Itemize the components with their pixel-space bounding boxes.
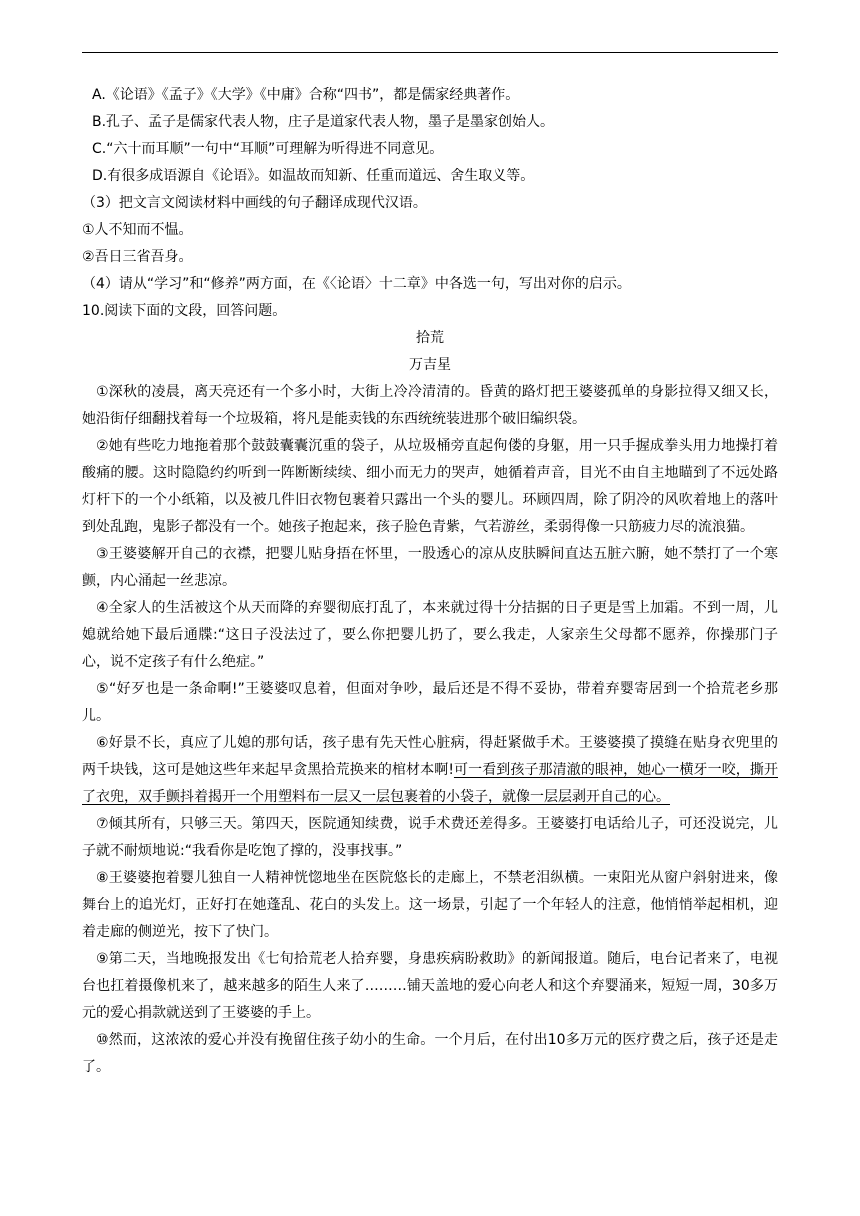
paragraph-6-plain: ⑥好景不长，真应了儿媳的那句话，孩子患有先天性心脏病，得赶紧做手术。王婆婆摸了摸缝在贴身衣兜里的两千块钱，这可是她这些年来起早贪黑拾荒换来的棺材本啊!: [82, 735, 778, 778]
option-d: D.有很多成语源自《论语》。如温故而知新、任重而道远、舍生取义等。: [92, 168, 535, 184]
option-c: C.“六十而耳顺”一句中“耳顺”可理解为听得进不同意见。: [92, 141, 444, 157]
paragraph-7: ⑦倾其所有，只够三天。第四天，医院通知续费，说手术费还差得多。王婆婆打电话给儿子，可还没说完，儿子就不耐烦地说:“我看你是吃饱了撑的，没事找事。”: [82, 816, 778, 859]
article-author: 万吉星: [409, 357, 451, 373]
paragraph-10: ⑩然而，这浓浓的爱心并没有挽留住孩子幼小的生命。一个月后，在付出10多万元的医疗费之后，孩子还是走了。: [82, 1032, 778, 1075]
paragraph-4: ④全家人的生活被这个从天而降的弃婴彻底打乱了，本来就过得十分拮据的日子更是雪上加霜。不到一周，儿媳就给她下最后通牒:“这日子没法过了，要么你把婴儿扔了，要么我走，人家亲生父母都不愿养，你操那门子心，说不定孩子有什么绝症。”: [82, 600, 778, 670]
paragraph-6-underlined: 可一看到孩子那清澈的眼神，她心一横牙一咬，撕开了衣兜，双手颤抖着揭开一个用塑料布一层又一层包裹着的小袋子，就像一层层剥开自己的心。: [82, 762, 778, 805]
paragraph-3: ③王婆婆解开自己的衣襟，把婴儿贴身捂在怀里，一股透心的凉从皮肤瞬间直达五脏六腑，她不禁打了一个寒颤，内心涌起一丝悲凉。: [82, 546, 778, 589]
question-3-item-2: ②吾日三省吾身。: [82, 249, 193, 265]
question-3-prompt: （3）把文言文阅读材料中画线的句子翻译成现代汉语。: [82, 195, 427, 211]
paragraph-5: ⑤“好歹也是一条命啊!”王婆婆叹息着，但面对争吵，最后还是不得不妥协，带着弃婴寄居到一个拾荒老乡那儿。: [82, 681, 778, 724]
question-3-item-1: ①人不知而不愠。: [82, 222, 193, 238]
article-title: 拾荒: [416, 330, 444, 346]
paragraph-2: ②她有些吃力地拖着那个鼓鼓囊囊沉重的袋子，从垃圾桶旁直起佝偻的身躯，用一只手握成拳头用力地操打着酸痛的腰。这时隐隐约约听到一阵断断续续、细小而无力的哭声，她循着声音，目光不由自主地瞄到了不远处路灯杆下的一个小纸箱，以及被几件旧衣物包裹着只露出一个头的婴儿。环顾四周，除了阴冷的风吹着地上的落叶到处乱跑，鬼影子都没有一个。她孩子抱起来，孩子脸色青紫，气若游丝，柔弱得像一只筋疲力尽的流浪猫。: [82, 438, 778, 535]
question-10-prompt: 10.阅读下面的文段，回答问题。: [82, 303, 287, 319]
option-b: B.孔子、孟子是儒家代表人物，庄子是道家代表人物，墨子是墨家创始人。: [92, 114, 555, 130]
header-rule: [82, 52, 778, 53]
paragraph-8: ⑧王婆婆抱着婴儿独自一人精神恍惚地坐在医院悠长的走廊上，不禁老泪纵横。一束阳光从窗户斜射进来，像舞台上的追光灯，正好打在她蓬乱、花白的头发上。这一场景，引起了一个年轻人的注意，他悄悄举起相机，迎着走廊的侧逆光，按下了快门。: [82, 870, 778, 940]
paragraph-6: [82, 730, 778, 811]
document-content: [82, 82, 778, 1081]
paragraph-9: ⑨第二天，当地晚报发出《七旬拾荒老人拾弃婴，身患疾病盼救助》的新闻报道。随后，电台记者来了，电视台也扛着摄像机来了，越来越多的陌生人来了………铺天盖地的爱心向老人和这个弃婴涌来，短短一周，30多万元的爱心捐款就送到了王婆婆的手上。: [82, 951, 778, 1021]
paragraph-1: ①深秋的凌晨，离天亮还有一个多小时，大街上冷冷清清的。昏黄的路灯把王婆婆孤单的身影拉得又细又长，她沿街仔细翻找着每一个垃圾箱，将凡是能卖钱的东西统统装进那个破旧编织袋。: [82, 384, 778, 427]
option-a: A.《论语》《孟子》《大学》《中庸》合称“四书”，都是儒家经典著作。: [92, 87, 520, 103]
question-4-prompt: （4）请从“学习”和“修养”两方面，在《〈论语〉十二章》中各选一句，写出对你的启示。: [82, 276, 631, 292]
